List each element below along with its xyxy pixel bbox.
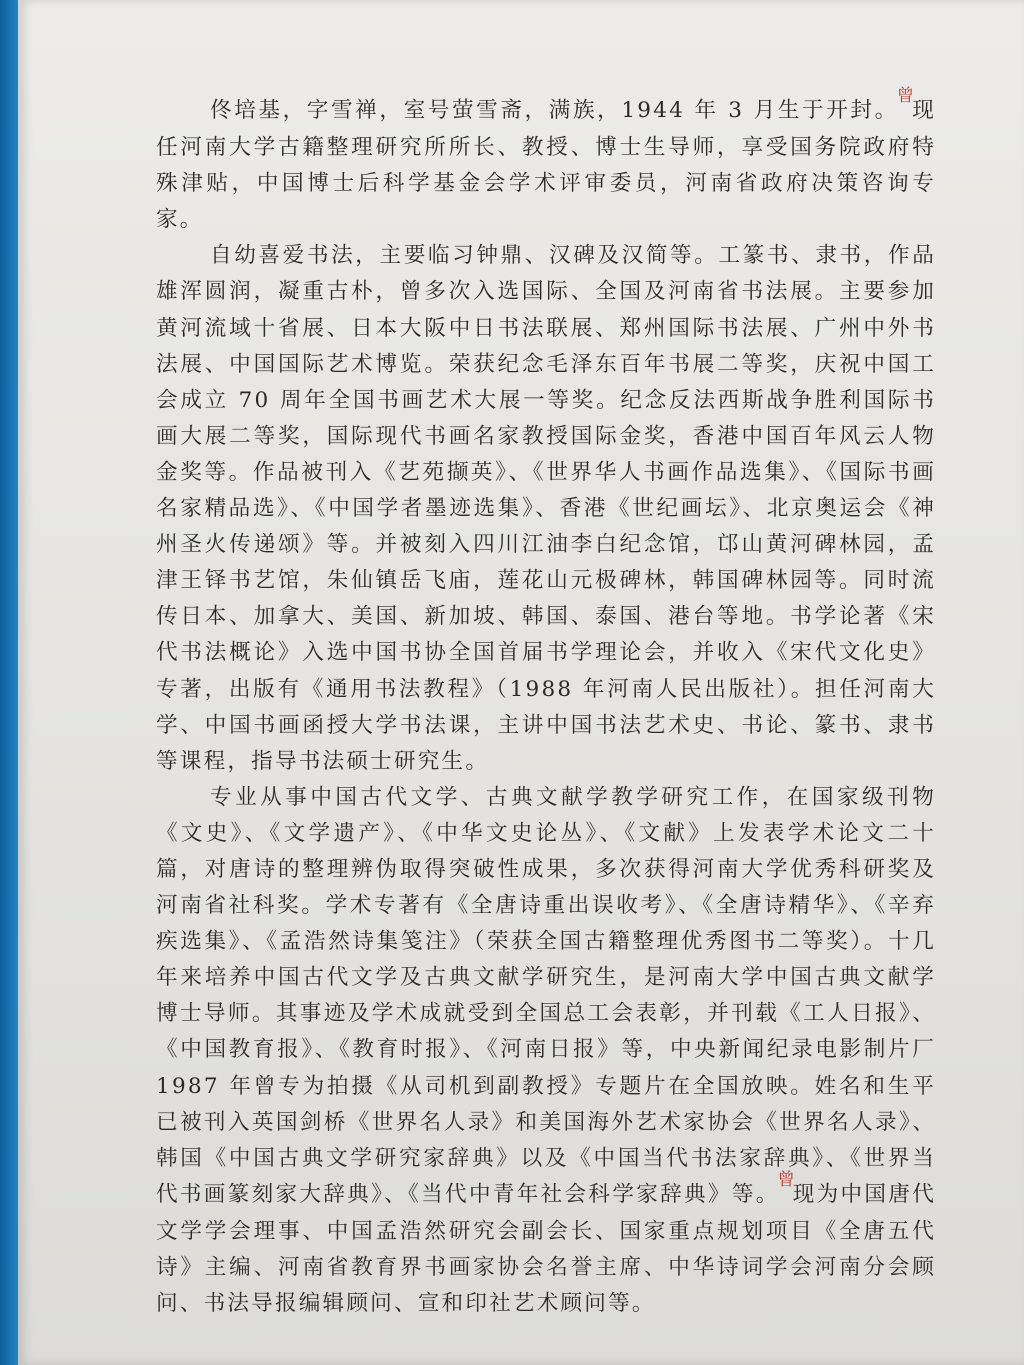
handwritten-annotation: 曾 [896, 86, 915, 106]
biography-text [156, 86, 937, 1322]
document-page [18, 0, 1024, 1365]
academic-text-after: 现为中国唐代文学学会理事、中国孟浩然研究会副会长、国家重点规划项目《全唐五代诗》主编、河南省教育界书画家协会名誉主席、中华诗词学会河南分会顾问、书法导报编辑顾问、宣和印社艺术顾问等。 [156, 1181, 936, 1317]
handwritten-annotation: 曾 [777, 1169, 795, 1190]
paragraph-calligraphy [156, 238, 936, 779]
calligraphy-text: 自幼喜爱书法，主要临习钟鼎、汉碑及汉简等。工篆书、隶书，作品雄浑圆润，凝重古朴，曾多次入选国际、全国及河南省书法展。主要参加黄河流域十省展、日本大阪中日书法联展、郑州国际书法展、广州中外书法展、中国国际艺术博览。荣获纪念毛泽东百年书展二等奖，庆祝中国工会成立 70 周年全国书画艺术大展一等奖。纪念反法西斯战争胜利国际书画大展二等奖，国际现代书画名家教授国际金奖，香港中国百年风云人物金奖等。作品被刊入《艺苑撷英》、《世界华人书画作品选集》、《国际书画名家精品选》、《中国学者墨迹选集》、香港《世纪画坛》、北京奥运会《神州圣火传递颂》等。并被刻入四川江油李白纪念馆，邙山黄河碑林园，孟津王铎书艺馆，朱仙镇岳飞庙，莲花山元极碑林，韩国碑林园等。同时流传日本、加拿大、美国、新加坡、韩国、泰国、港台等地。书学论著《宋代书法概论》入选中国书协全国首届书学理论会，并收入《宋代文化史》专著，出版有《通用书法教程》（1988 年河南人民出版社）。担任河南大学、中国书画函授大学书法课，主讲中国书法艺术史、书论、篆书、隶书等课程，指导书法硕士研究生。 [156, 243, 936, 774]
paragraph-intro [156, 86, 937, 238]
paragraph-academic [156, 780, 936, 1322]
binder-edge [0, 0, 20, 1365]
intro-text-after: 现任河南大学古籍整理研究所所长、教授、博士生导师，享受国务院政府特殊津贴，中国博士后科学基金会学术评审委员，河南省政府决策咨询专家。 [156, 98, 937, 233]
intro-text-before: 佟培基，字雪禅，室号萤雪斋，满族，1944 年 3 月生于开封。 [210, 98, 899, 123]
academic-text-before: 专业从事中国古代文学、古典文献学教学研究工作，在国家级刊物《文史》、《文学遗产》、《中华文史论丛》、《文献》上发表学术论文二十篇，对唐诗的整理辨伪取得突破性成果，多次获得河南大学优秀科研奖及河南省社科奖。学术专著有《全唐诗重出误收考》、《全唐诗精华》、《辛弃疾选集》、《孟浩然诗集笺注》（荣获全国古籍整理优秀图书二等奖）。十几年来培养中国古代文学及古典文献学研究生，是河南大学中国古典文献学博士导师。其事迹及学术成就受到全国总工会表彰，并刊载《工人日报》、《中国教育报》、《教育时报》、《河南日报》等，中央新闻纪录电影制片厂 1987 年曾专为拍摄《从司机到副教授》专题片在全国放映。姓名和生平已被刊入英国剑桥《世界名人录》和美国海外艺术家协会《世界名人录》、韩国《中国古典文学研究家辞典》以及《中国当代书法家辞典》、《世界当代书画篆刻家大辞典》、《当代中青年社会科学家辞典》等。 [156, 784, 936, 1207]
